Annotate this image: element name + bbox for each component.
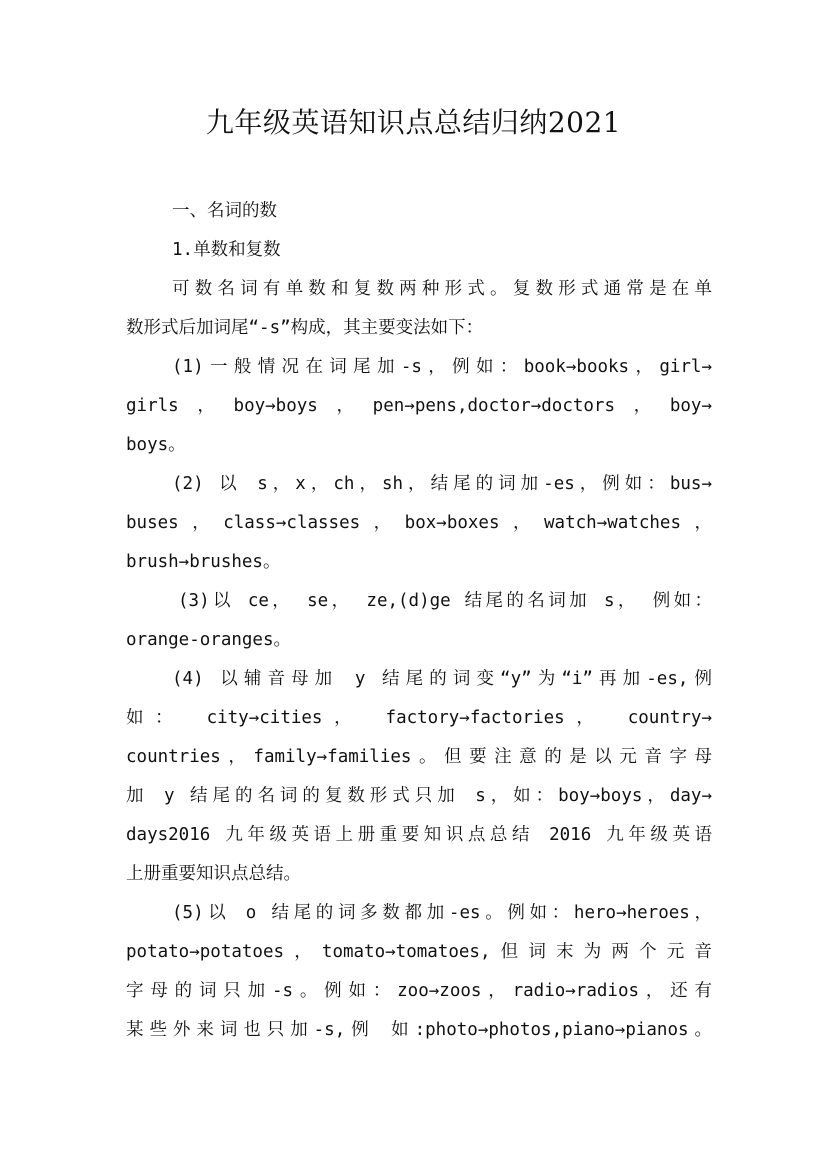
rule-1-line: girls，boy→boys，pen→pens,doctor→doctors，boy→ (126, 396, 712, 416)
rule-2-line: (2) 以 s，x，ch，sh，结尾的词加-es，例如：bus→ (172, 474, 712, 494)
section-heading: 一、名词的数 (172, 201, 277, 221)
paragraph-line: 数形式后加词尾“-s”构成，其主要变法如下： (126, 318, 484, 338)
rule-4-line: days2016 九年级英语上册重要知识点总结 2016 九年级英语 (126, 825, 712, 845)
document-title: 九年级英语知识点总结归纳2021 (205, 106, 622, 139)
rule-2-line: brush→brushes。 (126, 552, 281, 572)
rule-4-line: (4) 以辅音母加 y 结尾的词变“y”为“i”再加-es,例 (172, 669, 712, 689)
rule-1-line: (1)一般情况在词尾加-s，例如：book→books，girl→ (172, 357, 712, 377)
rule-5-line: (5)以 o 结尾的词多数都加-es。例如：hero→heroes， (172, 903, 712, 923)
rule-4-line: countries，family→families。但要注意的是以元音字母 (126, 747, 712, 767)
rule-3-line: (3)以 ce， se， ze,(d)ge 结尾的名词加 s， 例如： (178, 591, 712, 611)
rule-5-line: 某些外来词也只加-s,例 如:photo→photos,piano→pianos。 (126, 1020, 712, 1040)
paragraph-line: 可数名词有单数和复数两种形式。复数形式通常是在单 (172, 279, 712, 299)
rule-5-line: potato→potatoes，tomato→tomatoes,但词末为两个元音 (126, 942, 712, 962)
rule-4-line: 加 y 结尾的名词的复数形式只加 s，如：boy→boys，day→ (126, 786, 712, 806)
rule-1-line: boys。 (126, 435, 186, 455)
rule-4-line: 上册重要知识点总结。 (126, 864, 301, 884)
rule-3-line: orange-oranges。 (126, 630, 292, 650)
rule-5-line: 字母的词只加-s。例如：zoo→zoos，radio→radios，还有 (126, 981, 712, 1001)
rule-4-line: 如： city→cities， factory→factories， country→ (126, 708, 712, 728)
document-body (126, 192, 712, 1050)
subsection-heading: 1.单数和复数 (172, 240, 281, 260)
rule-2-line: buses，class→classes，box→boxes，watch→watches， (126, 513, 712, 533)
